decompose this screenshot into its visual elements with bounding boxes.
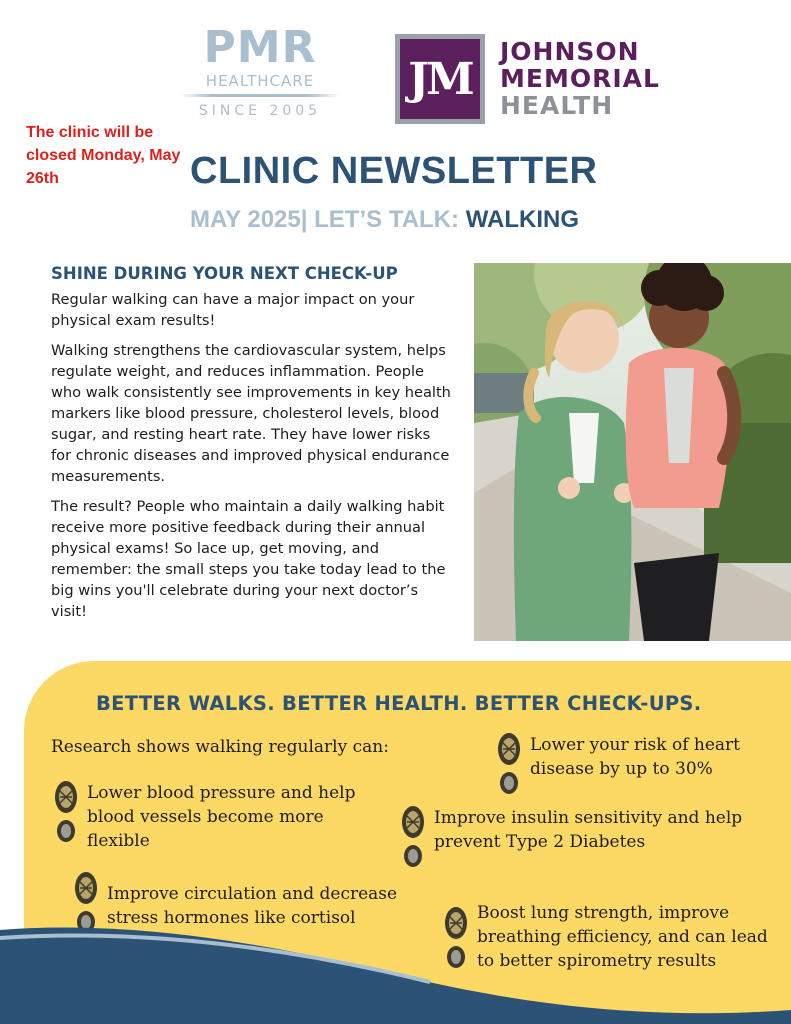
benefits-panel-title: BETTER WALKS. BETTER HEALTH. BETTER CHECK-UPS. bbox=[96, 692, 702, 715]
johnson-memorial-logo-text bbox=[500, 38, 660, 119]
footprint-icon bbox=[54, 781, 78, 843]
johnson-memorial-logo-mark bbox=[395, 34, 485, 124]
benefit-item bbox=[497, 733, 770, 795]
benefit-item bbox=[54, 781, 357, 853]
article-paragraph: Walking strengthens the cardiovascular system, helps regulate weight, and reduces inflammation. People who walk consistently see improvements in key health markers like blood pressure, cholesterol levels, blood sugar, and resting heart rate. They have lower risks for chronic diseases and improved physical endurance measurements. bbox=[51, 342, 451, 485]
benefit-text: Boost lung strength, improve breathing efficiency, and can lead to better spirometry results bbox=[477, 903, 768, 971]
footprint-icon bbox=[497, 733, 521, 795]
article-section bbox=[51, 264, 451, 631]
benefit-text: Lower blood pressure and help blood vessels become more flexible bbox=[87, 783, 356, 851]
benefit-text: Lower your risk of heart disease by up to 30% bbox=[530, 735, 741, 779]
subtitle-topic: WALKING bbox=[465, 206, 580, 233]
article-heading: SHINE DURING YOUR NEXT CHECK-UP bbox=[51, 264, 398, 283]
bottom-wave bbox=[0, 900, 791, 1024]
jm-logo-line1: JOHNSON bbox=[500, 37, 640, 66]
article-paragraph: Regular walking can have a major impact on your physical exam results! bbox=[51, 291, 415, 329]
article-paragraph: The result? People who maintain a daily walking habit receive more positive feedback during their annual physical exams! So lace up, get moving, and remember: the small steps you take today lead to the big wins you'll celebrate during your next doctor’s visit! bbox=[51, 498, 446, 620]
clinic-closed-notice: The clinic will be closed Monday, May 26th bbox=[26, 124, 181, 187]
jm-logo-line2: MEMORIAL bbox=[500, 64, 660, 93]
subtitle-lead: LET’S TALK: bbox=[314, 206, 460, 233]
newsletter-title: CLINIC NEWSLETTER bbox=[190, 150, 598, 192]
jm-logo-line3: HEALTH bbox=[500, 91, 614, 120]
pmr-logo-name: PMR bbox=[203, 22, 317, 73]
subtitle-date: MAY 2025| bbox=[190, 206, 308, 233]
walking-women-photo bbox=[474, 263, 791, 641]
jm-monogram: JM bbox=[400, 39, 480, 119]
pmr-logo-rule bbox=[180, 94, 340, 97]
footprint-icon bbox=[401, 806, 425, 868]
benefit-text: Improve insulin sensitivity and help prevent Type 2 Diabetes bbox=[434, 808, 743, 852]
benefit-text: Improve circulation and decrease stress hormones like cortisol bbox=[107, 884, 398, 928]
benefits-intro: Research shows walking regularly can: bbox=[51, 737, 389, 757]
pmr-logo-tagline: HEALTHCARE bbox=[205, 72, 315, 90]
pmr-healthcare-logo bbox=[180, 22, 340, 119]
benefit-item bbox=[401, 806, 744, 868]
newsletter-subtitle bbox=[190, 206, 579, 234]
pmr-logo-since: SINCE 2005 bbox=[198, 103, 322, 119]
